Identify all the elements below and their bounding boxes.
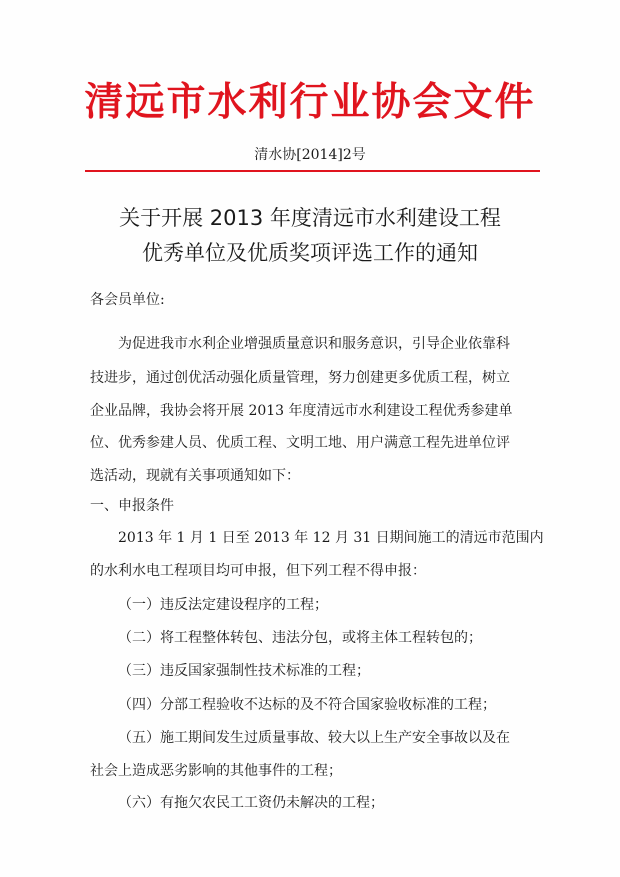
list-item: （六）有拖欠农民工工资仍未解决的工程；: [118, 795, 384, 811]
list-item: （一）违反法定建设程序的工程；: [118, 597, 328, 613]
list-item: （四）分部工程验收不达标的及不符合国家验收标准的工程；: [118, 697, 496, 713]
notice-title: [0, 201, 620, 271]
header-divider: [85, 170, 540, 172]
notice-title-line-1: 关于开展 2013 年度清远市水利建设工程: [119, 206, 501, 230]
document-number: 清水协[2014]2号: [254, 147, 366, 163]
document-header-title: 清远市水利行业协会文件: [84, 80, 536, 125]
paragraph-line: 技进步，通过创优活动强化质量管理，努力创建更多优质工程，树立: [90, 370, 510, 386]
salutation: 各会员单位:: [90, 292, 165, 308]
paragraph-line: 位、优秀参建人员、优质工程、文明工地、用户满意工程先进单位评: [90, 435, 510, 451]
list-item: 社会上造成恶劣影响的其他事件的工程；: [90, 763, 342, 779]
paragraph-line: 为促进我市水利企业增强质量意识和服务意识，引导企业依靠科: [118, 336, 510, 352]
list-item: （五）施工期间发生过质量事故、较大以上生产安全事故以及在: [118, 730, 510, 746]
section-heading: 一、申报条件: [90, 498, 174, 514]
list-item: （二）将工程整体转包、违法分包，或将主体工程转包的；: [118, 630, 482, 646]
list-item: （三）违反国家强制性技术标准的工程；: [118, 663, 370, 679]
notice-title-line-2: 优秀单位及优质奖项评选工作的通知: [142, 241, 478, 265]
section-line: 的水利水电工程项目均可申报，但下列工程不得申报：: [90, 563, 426, 579]
paragraph-line: 企业品牌，我协会将开展 2013 年度清远市水利建设工程优秀参建单: [90, 403, 513, 419]
paragraph-line: 选活动，现就有关事项通知如下：: [90, 468, 300, 484]
section-line: 2013 年 1 月 1 日至 2013 年 12 月 31 日期间施工的清远市范围内: [118, 530, 544, 546]
